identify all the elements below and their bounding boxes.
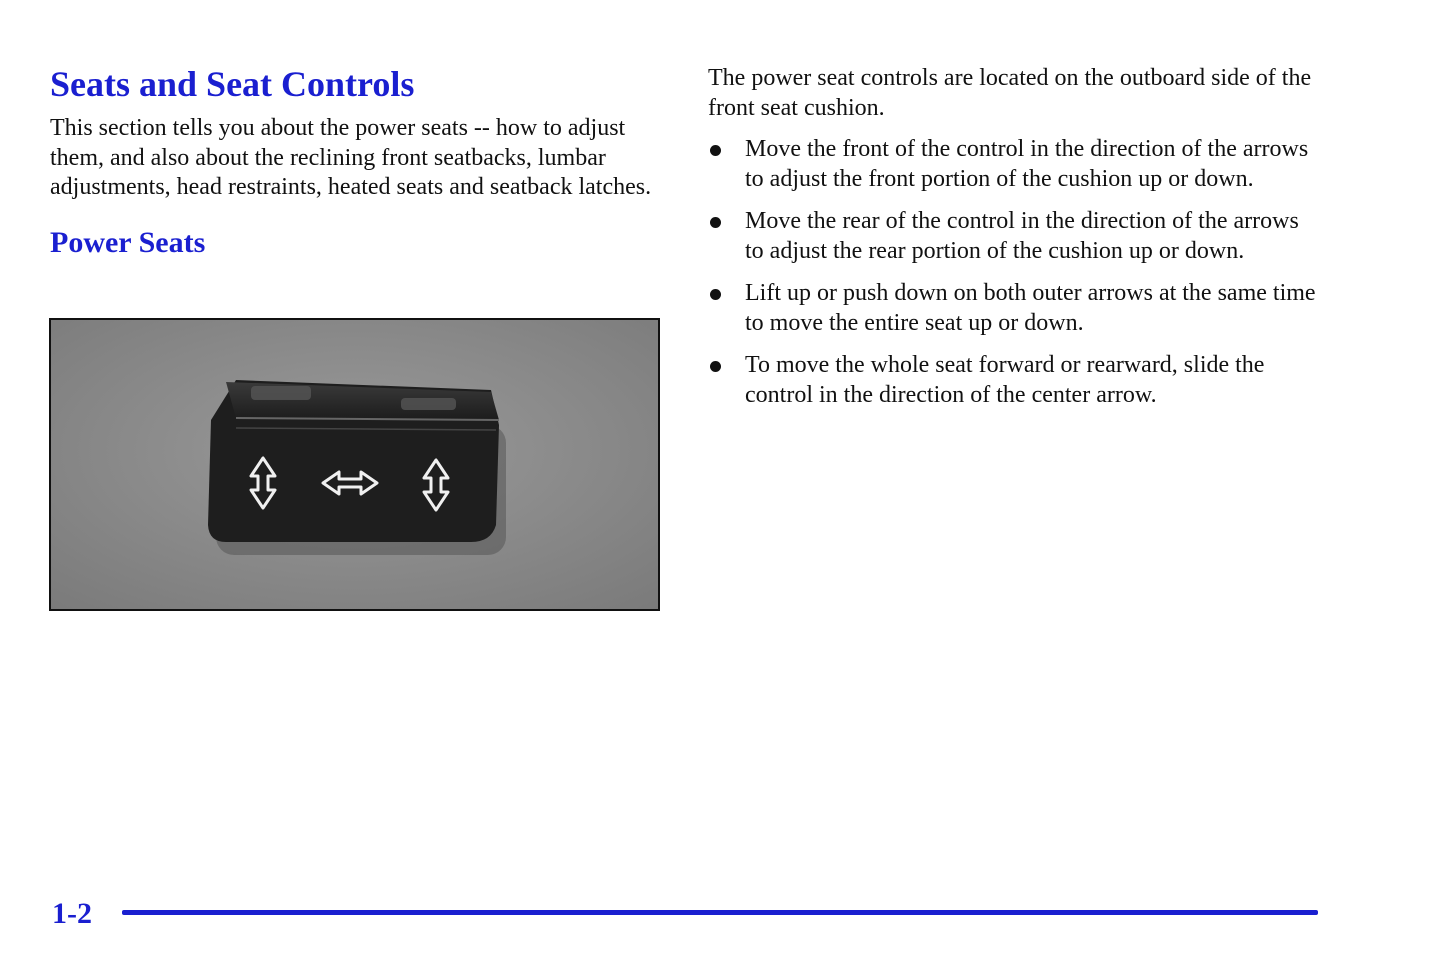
seat-control-switch bbox=[208, 380, 499, 542]
list-item-text: Move the front of the control in the direction of the arrows to adjust the front portion of the cushion up or down. bbox=[745, 136, 1309, 192]
bullet-icon bbox=[710, 145, 721, 156]
subsection-title: Power Seats bbox=[50, 225, 206, 259]
left-column bbox=[50, 60, 665, 263]
list-item bbox=[708, 279, 1318, 338]
list-item-text: Lift up or push down on both outer arrows at the same time to move the entire seat up or down. bbox=[745, 280, 1316, 336]
list-item bbox=[708, 135, 1318, 194]
instruction-list bbox=[708, 135, 1318, 410]
bullet-icon bbox=[710, 289, 721, 300]
list-item-text: Move the rear of the control in the direction of the arrows to adjust the rear portion of the cushion up or down. bbox=[745, 208, 1299, 264]
bullet-icon bbox=[710, 217, 721, 228]
list-item bbox=[708, 351, 1318, 410]
section-title: Seats and Seat Controls bbox=[50, 64, 415, 104]
bullet-icon bbox=[710, 361, 721, 372]
page-number: 1-2 bbox=[52, 897, 92, 930]
intro-paragraph: This section tells you about the power seats -- how to adjust them, and also about the reclining front seatbacks, lumbar adjustments, head restraints, heated seats and seatback latches. bbox=[50, 115, 652, 200]
power-seat-control-photo bbox=[49, 318, 660, 611]
list-item-text: To move the whole seat forward or rearward, slide the control in the direction of the center arrow. bbox=[745, 352, 1265, 408]
list-item bbox=[708, 207, 1318, 266]
lead-paragraph: The power seat controls are located on the outboard side of the front seat cushion. bbox=[708, 65, 1312, 121]
right-column bbox=[708, 64, 1318, 423]
footer-rule bbox=[122, 910, 1318, 915]
